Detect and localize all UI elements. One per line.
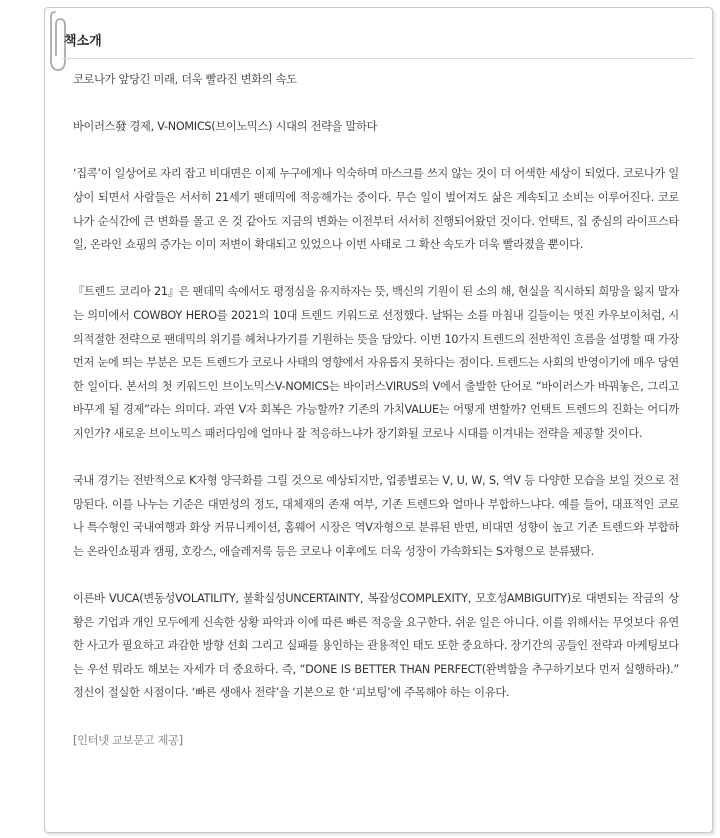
intro-headline: 코로나가 앞당긴 미래, 더욱 빨라진 변화의 속도 (73, 73, 297, 86)
section-heading: 책소개 (64, 34, 102, 49)
description-paragraph: ‘집콕’이 일상어로 자리 잡고 비대면은 이제 누구에게나 익숙하며 마스크를 쓰지 않는 것이 더 어색한 세상이 되었다. 코로나가 일상이 되면서 사람들은 서서히 21세기 팬데믹에 적응해가는 중이다. 무슨 일이 벌어져도 삶은 계속되고 소비는 이루어진다. 코로나가 순식간에 큰 변화를 몰고 온 것 같아도 지금의 변화는 이전부터 서서히 진행되어왔던 것이다. 언택트, 집 중심의 라이프스타일, 온라인 쇼핑의 증가는 이미 저변이 확대되고 있었으나 이번 사태로 그 확산 속도가 더욱 빨라졌을 뿐이다. (73, 167, 679, 252)
source-credit: [인터넷 교보문고 제공] (73, 733, 183, 747)
book-description (73, 68, 679, 752)
intro-subheadline: 바이러스發 경제, V-NOMICS(브이노믹스) 시대의 전략을 말하다 (73, 120, 378, 134)
description-paragraph: 국내 경기는 전반적으로 K자형 양극화를 그릴 것으로 예상되지만, 업종별로는 V, U, W, S, 역V 등 다양한 모습을 보일 것으로 전망된다. 이를 나누는 기준은 대면성의 정도, 대체재의 존재 여부, 기존 트렌드와 얼마나 부합하느냐다. 예를 들어, 대표적인 코로나 특수형인 국내여행과 화상 커뮤니케이션, 홈웨어 시장은 역V자형으로 분류된 반면, 비대면 성향이 높고 기존 트렌드와 부합하는 온라인쇼핑과 캠핑, 호캉스, 애슬레저룩 등은 코로나 이후에도 더욱 성장이 가속화되는 S자형으로 분류됐다. (73, 474, 679, 558)
description-paragraph: 『트렌드 코리아 21』은 팬데믹 속에서도 평정심을 유지하자는 뜻, 백신의 기원이 된 소의 해, 현실을 직시하되 희망을 잃지 말자는 의미에서 COWBOY HERO를 2021의 10대 트렌드 키워드로 선정했다. 날뛰는 소를 마침내 길들이는 멋진 카우보이처럼, 시의적절한 전략으로 팬데믹의 위기를 헤쳐나가기를 기원하는 뜻을 담았다. 이번 10가지 트렌드의 전반적인 흐름을 설명할 때 가장 먼저 눈에 띄는 부분은 모든 트렌드가 코로나 사태의 영향에서 자유롭지 못하다는 점이다. 트렌드는 사회의 반영이기에 매우 당연한 일이다. 본서의 첫 키워드인 브이노믹스V-NOMICS는 바이러스VIRUS의 V에서 출발한 단어로 “바이러스가 바꿔놓은, 그리고 바꾸게 될 경제”라는 의미다. 과연 V자 회복은 가능할까? 기존의 가치VALUE는 어떻게 변할까? 언택트 트렌드의 진화는 어디까지인가? 새로운 브이노믹스 패러다임에 얼마나 잘 적응하느냐가 장기화될 코로나 시대를 이겨내는 전략을 제공할 것이다. (73, 285, 679, 440)
description-paragraph: 이른바 VUCA(변동성VOLATILITY, 불확실성UNCERTAINTY, 복잡성COMPLEXITY, 모호성AMBIGUITY)로 대변되는 작금의 상황은 기업과 개인 모두에게 신속한 상황 파악과 이에 따른 빠른 적응을 요구한다. 쉬운 일은 아니다. 이를 위해서는 무엇보다 유연한 사고가 필요하고 과감한 방향 선회 그리고 실패를 용인하는 관용적인 태도 또한 중요하다. 장기간의 공들인 전략과 마케팅보다는 우선 뭐라도 해보는 자세가 더 중요하다. 즉, “DONE IS BETTER THAN PERFECT(완벽함을 추구하기보다 먼저 실행하라).” 정신이 절실한 시점이다. ‘빠른 생애사 전략’을 기본으로 한 ‘피보팅’에 주목해야 하는 이유다. (73, 592, 679, 700)
book-intro-card (44, 7, 713, 833)
heading-divider (62, 58, 694, 59)
